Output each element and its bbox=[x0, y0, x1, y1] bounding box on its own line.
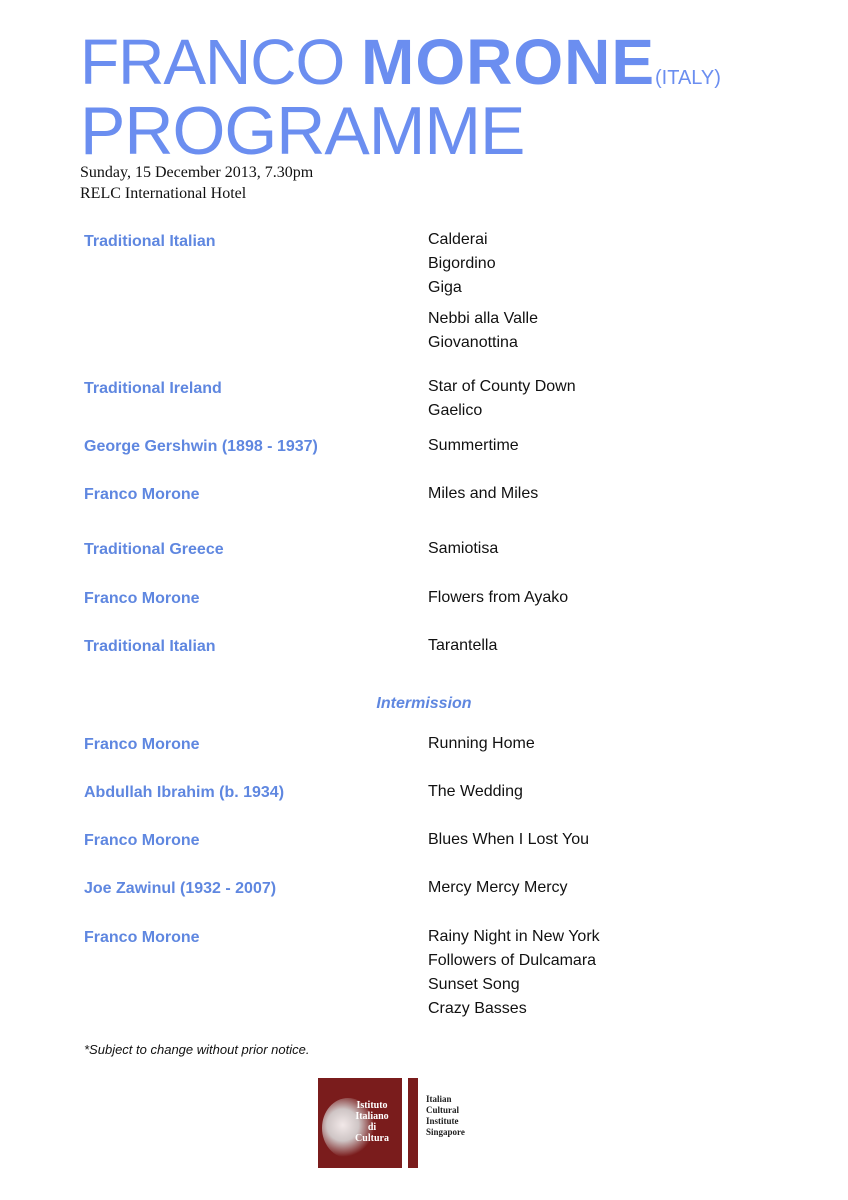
piece-list bbox=[428, 484, 538, 508]
piece-list bbox=[428, 588, 568, 612]
piece-list bbox=[428, 734, 535, 758]
logo-emblem bbox=[318, 1078, 402, 1168]
logo-text-line: Italiano bbox=[355, 1111, 389, 1122]
piece-title: Running Home bbox=[428, 735, 535, 752]
piece-title: Rainy Night in New York bbox=[428, 928, 600, 945]
piece-title: The Wedding bbox=[428, 783, 523, 800]
piece-title: Flowers from Ayako bbox=[428, 589, 569, 606]
event-venue: RELC International Hotel bbox=[80, 185, 247, 202]
composer-label: Franco Morone bbox=[84, 929, 200, 946]
composer-label: Franco Morone bbox=[84, 486, 200, 503]
piece-title: Nebbi alla Valle bbox=[428, 310, 538, 327]
programme-heading: PROGRAMME bbox=[80, 93, 525, 169]
composer-label: Traditional Italian bbox=[84, 638, 216, 655]
piece-list bbox=[428, 636, 497, 660]
composer-label: Joe Zawinul (1932 - 2007) bbox=[84, 880, 277, 897]
composer-label: Franco Morone bbox=[84, 832, 200, 849]
logo-institute-name bbox=[426, 1094, 465, 1138]
intermission-label: Intermission bbox=[376, 695, 472, 712]
logo-text-line: Istituto bbox=[356, 1100, 388, 1111]
piece-title: Giga bbox=[428, 279, 462, 296]
logo-emblem-text bbox=[344, 1100, 400, 1144]
piece-list bbox=[428, 830, 589, 854]
piece-list bbox=[428, 230, 538, 357]
composer-label: Traditional Ireland bbox=[84, 380, 222, 397]
composer-label: Traditional Greece bbox=[84, 541, 224, 558]
piece-list bbox=[428, 436, 519, 460]
change-notice: *Subject to change without prior notice. bbox=[84, 1042, 310, 1057]
piece-title: Bigordino bbox=[428, 255, 496, 272]
piece-list bbox=[428, 782, 523, 806]
piece-title: Summertime bbox=[428, 437, 519, 454]
title-first-name: FRANCO bbox=[80, 26, 361, 98]
logo-divider bbox=[408, 1078, 418, 1168]
title-country: (ITALY) bbox=[655, 67, 721, 89]
piece-title: Miles and Miles bbox=[428, 485, 539, 502]
composer-label: Abdullah Ibrahim (b. 1934) bbox=[84, 784, 285, 801]
piece-title: Sunset Song bbox=[428, 976, 520, 993]
piece-list bbox=[428, 878, 568, 902]
logo-name-line: Singapore bbox=[426, 1127, 465, 1137]
piece-title: Followers of Dulcamara bbox=[428, 952, 597, 969]
page-title bbox=[80, 26, 721, 98]
piece-title: Mercy Mercy Mercy bbox=[428, 879, 568, 896]
piece-title: Samiotisa bbox=[428, 540, 499, 557]
composer-label: Traditional Italian bbox=[84, 233, 216, 250]
logo-text-line: Cultura bbox=[355, 1133, 389, 1144]
event-date: Sunday, 15 December 2013, 7.30pm bbox=[80, 164, 314, 181]
institute-logo bbox=[318, 1078, 478, 1168]
logo-name-line: Italian bbox=[426, 1094, 452, 1104]
logo-name-line: Cultural bbox=[426, 1105, 460, 1115]
piece-title: Star of County Down bbox=[428, 378, 576, 395]
piece-title: Calderai bbox=[428, 231, 488, 248]
piece-list bbox=[428, 377, 576, 425]
composer-label: Franco Morone bbox=[84, 590, 200, 607]
piece-list bbox=[428, 539, 498, 563]
logo-name-line: Institute bbox=[426, 1116, 459, 1126]
piece-title: Crazy Basses bbox=[428, 1000, 527, 1017]
logo-text-line: di bbox=[367, 1122, 377, 1133]
piece-title: Blues When I Lost You bbox=[428, 831, 589, 848]
composer-label: Franco Morone bbox=[84, 736, 200, 753]
piece-list bbox=[428, 927, 600, 1023]
title-last-name: MORONE bbox=[361, 26, 655, 98]
piece-title: Tarantella bbox=[428, 637, 498, 654]
piece-title: Giovanottina bbox=[428, 334, 518, 351]
piece-title: Gaelico bbox=[428, 402, 483, 419]
composer-label: George Gershwin (1898 - 1937) bbox=[84, 438, 318, 455]
